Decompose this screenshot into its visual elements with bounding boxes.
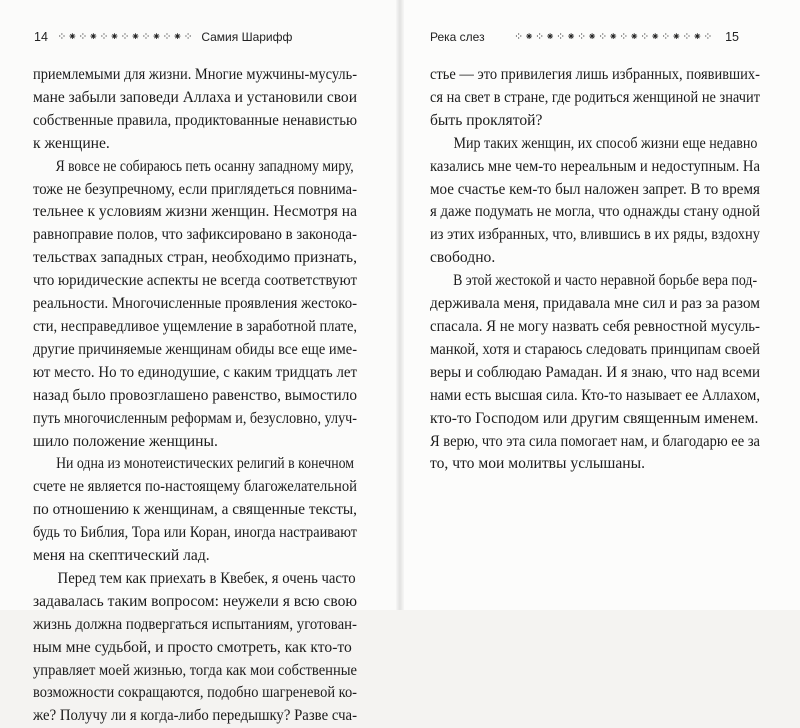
text-line: манкой, хотя и стараюсь следовать принципам своей [430,340,760,358]
text-line: то, что мои молитвы услышаны. [430,455,646,473]
text-line: сти, несправедливое ущемление в заработной плате, [33,317,357,335]
right-text-column [430,64,760,476]
text-line: назад было провозглашено равенство, вымостило [33,386,357,404]
paragraph-start-line: Ни одна из монотеистических религий в конечном [56,455,355,473]
paragraph-start-line: Мир таких женщин, их способ жизни еще недавно [453,134,758,152]
text-line: стье — это привилегия лишь избранных, появивших- [430,66,760,83]
paragraph-start-line: В этой жестокой и часто неравной борьбе вера под- [453,272,758,290]
text-line: задавалась таким вопросом: неужели я всю свою [33,592,357,610]
right-page-number: 15 [725,30,740,44]
text-line: что юридические аспекты не всегда соответствуют [33,272,357,290]
left-ornament: ⁘⁕⁘⁕⁘⁕⁘⁕⁘⁕⁘⁕⁘ [57,31,194,43]
text-line: тельнее к условиям жизни женщин. Несмотря на [33,203,357,221]
text-line: равноправие полов, что зафиксировано в законода- [33,226,357,244]
text-line: быть проклятой? [430,111,543,129]
paragraph-start-line: Перед тем как приехать в Квебек, я очень часто [57,569,356,587]
text-line: по отношению к женщинам, а священные тексты, [33,501,357,519]
text-line: из этих избранных, что, влившись в их ряды, вздохну [430,226,760,244]
text-line: жизнь должна подвергаться испытаниям, уготован- [33,615,357,633]
text-line: к женщине. [33,134,110,152]
text-line: казались мне чем-то нереальным и недоступным. На [430,157,760,175]
text-line: будь то Библия, Тора или Коран, иногда настраивают [33,524,357,542]
text-line: спасала. Я не могу назвать себя ревностной мусуль- [430,317,760,335]
text-line: собственные правила, продиктованные ненавистью [33,111,357,129]
text-line: приемлемыми для жизни. Многие мужчины-мусуль- [33,66,357,83]
text-line: свободно. [430,249,496,267]
text-line: другие причиняемые женщинам обиды все еще име- [33,340,357,358]
text-line: счете не является по-настоящему благожелательной [33,478,357,496]
left-running-head [34,30,292,48]
left-text-column [33,64,357,728]
text-line: тоже не безупречному, если приглядеться повнима- [33,180,357,198]
text-line: же? Получу ли я когда-либо передышку? Разве сча- [33,707,357,725]
text-line: ным мне судьбой, и просто смотреть, как кто-то [33,638,352,656]
book-gutter [396,0,404,610]
text-line: держивала меня, придавала мне сил и раз за разом [430,295,760,313]
text-line: тельствах западных стран, необходимо признать, [33,249,357,267]
right-ornament: ⁘⁕⁘⁕⁘⁕⁘⁕⁘⁕⁘⁕⁘⁕⁘⁕⁘⁕⁘ [513,31,714,43]
text-line: я даже подумать не могла, что однажды стану одной [430,203,760,221]
text-line: ся на свет в стране, где родиться женщиной не значит [430,88,760,106]
text-line: шило положение женщины. [33,432,218,450]
text-line: нами есть высшая сила. Кто-то называет ее Аллахом, [430,386,760,404]
text-line: мое счастье кем-то был наложен запрет. В то время [430,180,760,198]
text-line: путь многочисленным реформам и, безусловно, улуч- [33,409,357,427]
text-line: возможности сокращаются, подобно шагреневой ко- [33,684,357,702]
right-running-head [430,30,739,48]
left-page-number: 14 [34,30,48,44]
text-line: ют место. Но то единодушие, с каким тридцать лет [33,363,357,381]
right-running-title: Река слез [430,30,485,44]
text-line: меня на скептический лад. [33,547,210,565]
text-line: управляет моей жизнью, тогда как мои собственные [33,661,357,679]
left-author-name: Самия Шарифф [201,30,293,44]
text-line: кто-то Господом или другим священным именем. [430,409,759,427]
text-line: веры и соблюдаю Рамадан. И я знаю, что над всеми [430,363,760,381]
text-line: Я верю, что эта сила помогает нам, и благодарю ее за [430,432,760,450]
paragraph-start-line: Я вовсе не собираюсь петь осанну западному миру, [55,157,354,175]
text-line: реальности. Многочисленные проявления жестоко- [33,295,357,313]
text-line: мане забыли заповеди Аллаха и установили свои [33,88,357,106]
